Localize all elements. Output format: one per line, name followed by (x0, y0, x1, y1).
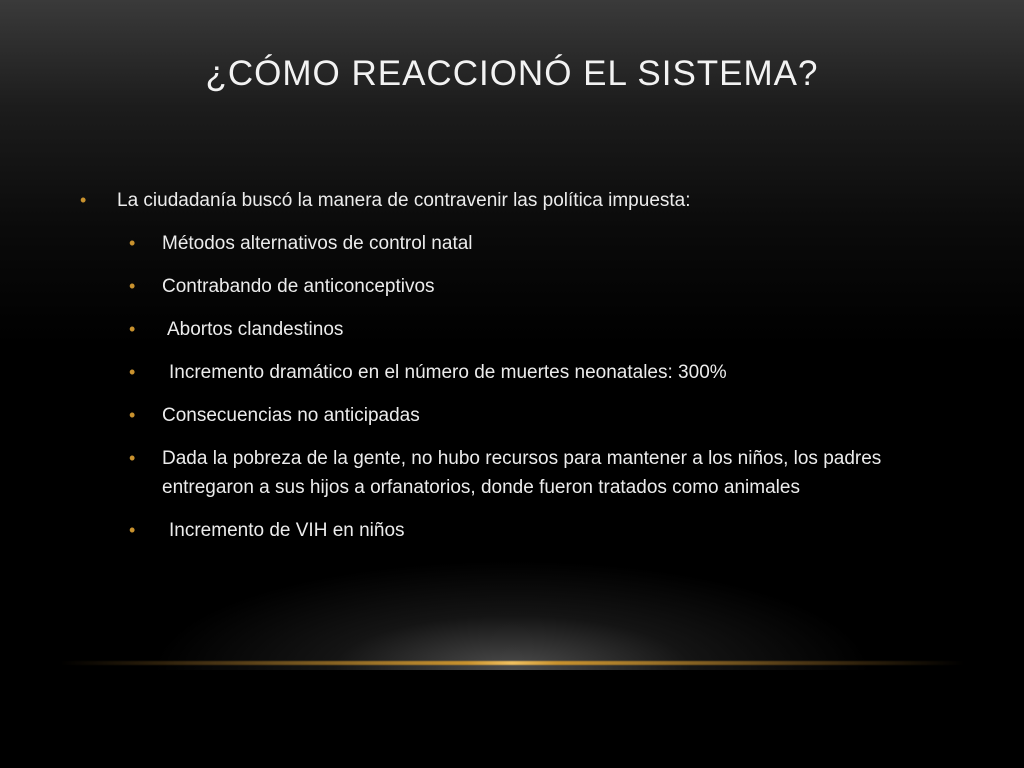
list-item-text: Incremento dramático en el número de muertes neonatales: 300% (169, 362, 727, 383)
list-item (80, 401, 960, 430)
list-item (80, 315, 960, 344)
list-item (80, 516, 960, 545)
bullet-icon: • (129, 233, 136, 253)
bullet-icon: • (129, 276, 136, 296)
stage-glow (150, 560, 874, 670)
gold-horizon-line (60, 661, 964, 665)
list-item (80, 358, 960, 387)
list-item-text: Consecuencias no anticipadas (162, 405, 420, 426)
list-item-text: La ciudadanía buscó la manera de contravenir las política impuesta: (117, 190, 691, 211)
bullet-icon: • (129, 319, 136, 339)
list-item-text: Abortos clandestinos (167, 319, 344, 340)
list-item-text: Métodos alternativos de control natal (162, 233, 473, 254)
bullet-icon: • (129, 405, 136, 425)
bullet-icon: • (80, 190, 87, 210)
list-item (80, 272, 960, 301)
list-item-text: Contrabando de anticonceptivos (162, 276, 435, 297)
list-item (80, 229, 960, 258)
bullet-icon: • (129, 448, 136, 468)
list-item (80, 186, 960, 215)
bullet-icon: • (129, 362, 136, 382)
bullet-icon: • (129, 520, 136, 540)
slide-title: ¿CÓMO REACCIONÓ EL SISTEMA? (205, 54, 819, 93)
bullet-list (80, 186, 960, 559)
list-item-text: Incremento de VIH en niños (169, 520, 405, 541)
list-item (80, 444, 960, 502)
list-item-text: Dada la pobreza de la gente, no hubo recursos para mantener a los niños, los padres entregaron a sus hijos a orfanatorios, donde fueron tratados como animales (162, 448, 882, 498)
